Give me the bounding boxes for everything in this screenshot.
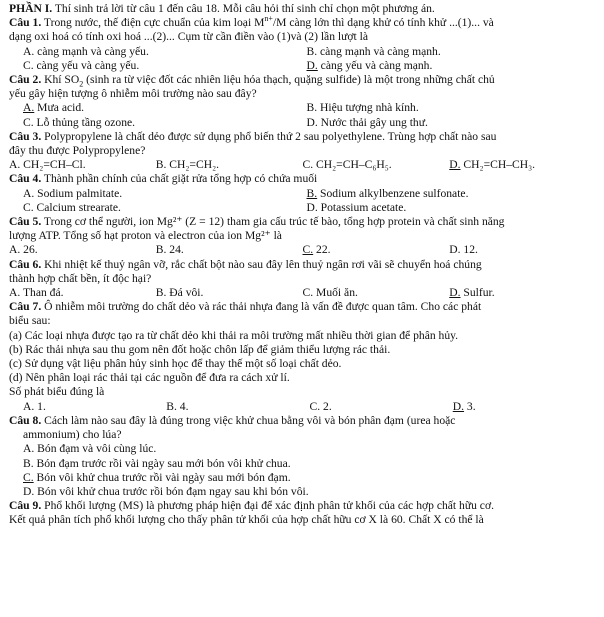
statement-d: (d) Nên phân loại rác thải tại các nguồn để đưa ra cách xử lí. [9,371,290,385]
question-text: Cách làm nào sau đây là đúng trong việc khử chua bằng vôi và bón phân đạm (urea hoặc [41,413,456,427]
section-instruction: Thí sinh trả lời từ câu 1 đến câu 18. Mỗi câu hỏi thí sinh chỉ chọn một phương án. [52,2,435,15]
question-label: Câu 5. [9,215,42,229]
section-header [9,2,596,16]
question-2 [9,73,596,130]
option-c[interactable]: C. Calcium strearate. [23,200,121,214]
statement-b: (b) Rác thải nhựa sau thu gom nên đốt hoặc chôn lấp để giảm thiểu lượng rác thải. [9,342,391,356]
question-text: lượng ATP. Tổng số hạt proton và electron của ion Mg²⁺ là [9,229,282,243]
question-label: Câu 8. [9,413,42,427]
answer-letter: A. [23,101,35,115]
question-label: Câu 1. [9,16,42,30]
question-text: dạng oxi hoá có tính oxi hoá ...(2)... Cụm từ cần điền vào (1)và (2) lần lượt là [9,30,369,44]
question-8 [9,414,596,499]
question-1 [9,16,596,73]
option-a[interactable]: A. Sodium palmitate. [23,186,123,200]
option-text: CH₂=CH–CH₃. [460,158,536,172]
question-5 [9,215,596,258]
option-d[interactable] [449,158,596,172]
answer-letter: D. [306,58,318,72]
question-text: Khí SO [41,73,80,87]
question-text: Thành phần chính của chất giặt rửa tổng hợp có chứa muối [41,172,318,186]
question-text: đây thu được Polypropylene? [9,144,146,158]
option-b[interactable] [303,187,597,201]
option-text: 22. [313,243,331,257]
option-a[interactable]: A. Than đá. [9,286,64,300]
question-text: ammonium) cho lúa? [23,428,122,442]
option-c[interactable]: C. 2. [309,399,332,413]
question-3 [9,130,596,173]
statement-a: (a) Các loại nhựa được tạo ra từ chất dẻo khi thải ra môi trường mất nhiều thời gian để phân hủy. [9,328,459,342]
option-b[interactable]: B. 4. [166,399,189,413]
answer-letter: D. [452,399,465,413]
question-label: Câu 6. [9,257,42,271]
option-d[interactable] [453,400,596,414]
question-prompt: Số phát biểu đúng là [9,385,105,399]
option-text: càng yếu và càng mạnh. [317,58,433,72]
option-b[interactable]: B. Hiệu tượng nhà kính. [306,101,419,115]
answer-letter: D. [449,158,461,172]
option-b[interactable]: B. Đá vôi. [155,286,204,300]
question-text: Trong nước, thế điện cực chuẩn của kim loại M [41,16,265,30]
superscript: n+ [264,14,273,24]
option-c[interactable]: C. càng yếu và càng yếu. [23,58,140,72]
option-c[interactable]: C. Lỗ thủng tầng ozone. [23,115,136,129]
option-d[interactable]: D. Potassium acetate. [306,200,407,214]
question-label: Câu 4. [9,172,42,186]
answer-letter: C. [302,243,314,257]
question-text: Khi nhiệt kế thuỷ ngân vỡ, rắc chất bột nào sau đây lên thuỷ ngân rơi vãi sẽ chuyển hoá chúng [41,257,482,271]
answer-letter: B. [306,186,318,200]
option-text: Sulfur. [460,286,495,300]
option-d[interactable]: D. 12. [449,243,478,257]
option-a[interactable]: A. CH₂=CH–Cl. [9,158,86,172]
option-a[interactable] [9,101,303,115]
question-7 [9,300,596,414]
question-9 [9,499,596,527]
question-text: Trong cơ thể người, ion Mg²⁺ (Z = 12) tham gia cấu trúc tế bào, tổng hợp protein và chất sinh năng [41,215,505,229]
question-label: Câu 7. [9,300,42,314]
question-4 [9,172,596,215]
option-b[interactable]: B. CH₂=CH₂. [155,158,220,172]
question-text: Phổ khối lượng (MS) là phương pháp hiện đại để xác định phân tử khối của các hợp chất hữu cơ. [41,499,494,513]
question-text: (sinh ra từ việc đốt các nhiên liệu hóa thạch, quặng sulfide) là một trong những chất chủ [83,73,495,87]
option-text: 3. [464,399,476,413]
option-d[interactable]: D. Nước thải gây ung thư. [306,115,428,129]
option-c[interactable] [9,471,596,485]
option-d[interactable] [449,286,596,300]
statement-c: (c) Sử dụng vật liệu phân hủy sinh học để thay thế một số loại chất dẻo. [9,357,342,371]
section-title: PHẦN I. [9,2,53,15]
option-a[interactable]: A. Bón đạm và vôi cùng lúc. [23,442,157,456]
option-a[interactable]: A. càng mạnh và càng yếu. [23,44,149,58]
option-text: Mưa acid. [34,101,85,115]
question-text: thành hợp chất bền, ít độc hại? [9,271,152,285]
option-b[interactable]: B. 24. [155,243,184,257]
option-d[interactable] [303,59,597,73]
option-c[interactable]: C. Muối ăn. [302,286,358,300]
option-c[interactable]: C. CH₂=CH–C₆H₅. [302,158,392,172]
question-text: Ô nhiễm môi trường do chất dẻo và rác thải nhựa đang là vấn đề được quan tâm. Cho các phát [41,300,482,314]
question-label: Câu 3. [9,129,42,143]
option-d[interactable]: D. Bón vôi khử chua trước rồi bón đạm ngay sau khi bón vôi. [23,484,309,498]
answer-letter: C. [23,470,34,484]
question-text: biểu sau: [9,314,51,328]
question-label: Câu 9. [9,499,42,513]
question-label: Câu 2. [9,73,42,87]
option-a[interactable]: A. 1. [23,399,46,413]
question-6 [9,258,596,301]
question-text: /M càng lớn thì dạng khử có tính khử ...(1)... và [272,16,494,30]
option-c[interactable] [303,243,450,257]
question-text: Polypropylene là chất dẻo được sử dụng phổ biến thứ 2 sau polyethylene. Trùng hợp chất nào sau [41,129,497,143]
option-b[interactable]: B. càng mạnh và càng mạnh. [306,44,441,58]
answer-letter: D. [449,286,461,300]
question-text: yếu gây hiện tượng ô nhiễm môi trường nào sau đây? [9,87,257,101]
option-text: Bón vôi khử chua trước rồi vài ngày sau mới bón đạm. [33,470,291,484]
option-text: Sodium alkylbenzene sulfonate. [317,186,469,200]
subscript: 2 [79,79,84,89]
question-text: Kết quả phân tích phổ khối lượng cho thấy phân tử khối của hợp chất hữu cơ X là 60. Chất X có thể là [9,513,484,527]
option-a[interactable]: A. 26. [9,243,38,257]
option-b[interactable]: B. Bón đạm trước rồi vài ngày sau mới bón vôi khử chua. [23,456,291,470]
